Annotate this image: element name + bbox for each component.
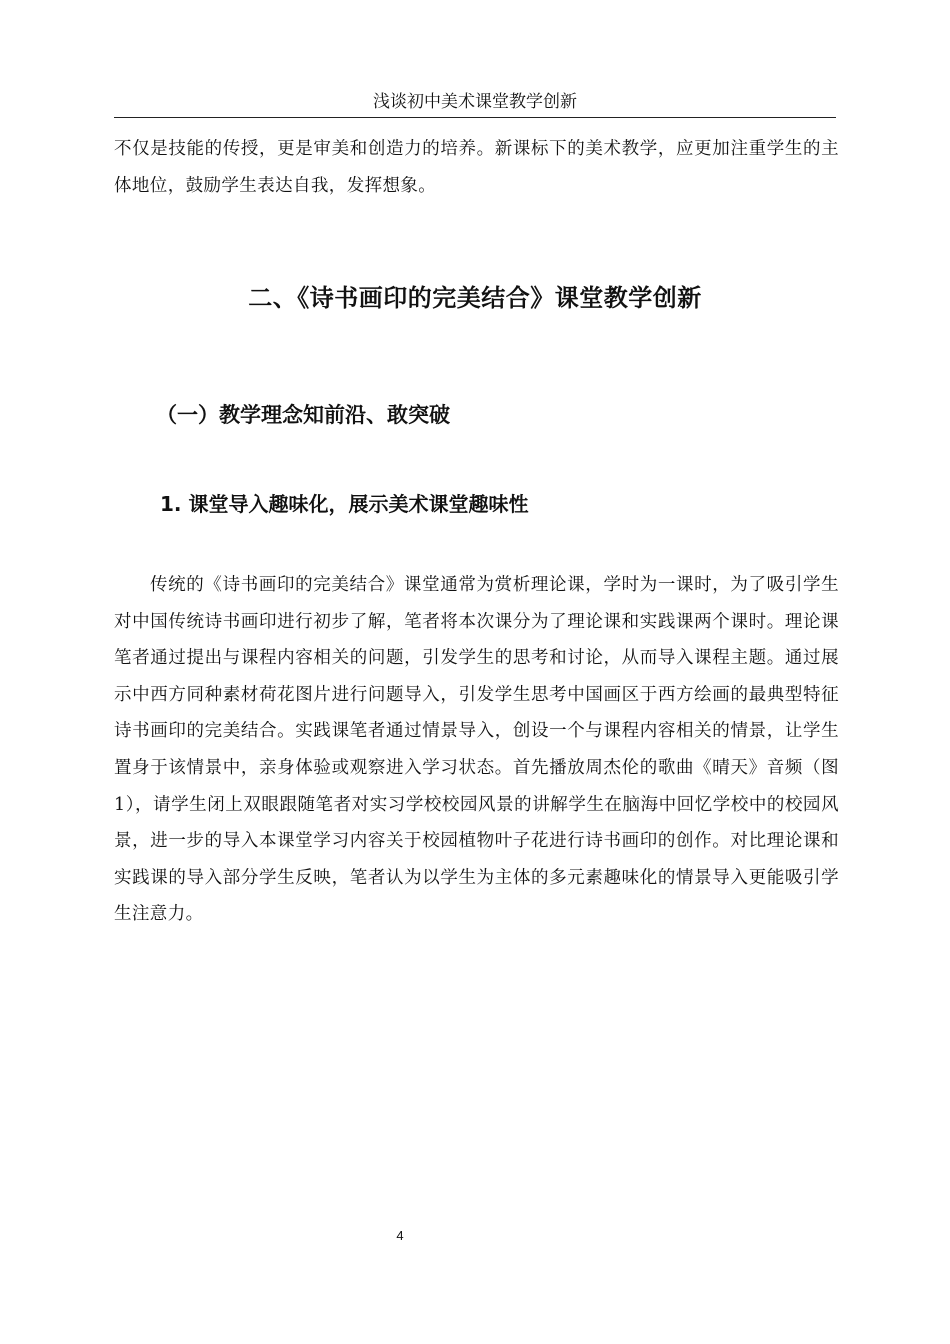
header-divider <box>114 117 836 118</box>
subsection-heading: （一）教学理念知前沿、敢突破 <box>156 403 450 427</box>
section-heading: 二、《诗书画印的完美结合》课堂教学创新 <box>248 284 702 312</box>
running-header: 浅谈初中美术课堂教学创新 <box>373 92 577 112</box>
subsubsection-heading: 1. 课堂导入趣味化，展示美术课堂趣味性 <box>160 492 529 516</box>
continued-paragraph: 不仅是技能的传授，更是审美和创造力的培养。新课标下的美术教学，应更加注重学生的主体地位，鼓励学生表达自我，发挥想象。 <box>114 139 839 196</box>
page-number: 4 <box>396 1228 404 1243</box>
main-paragraph: 传统的《诗书画印的完美结合》课堂通常为赏析理论课，学时为一课时，为了吸引学生对中国传统诗书画印进行初步了解，笔者将本次课分为了理论课和实践课两个课时。理论课笔者通过提出与课程内容相关的问题，引发学生的思考和讨论，从而导入课程主题。通过展示中西方同种素材荷花图片进行问题导入，引发学生思考中国画区于西方绘画的最典型特征诗书画印的完美结合。实践课笔者通过情景导入，创设一个与课程内容相关的情景，让学生置身于该情景中，亲身体验或观察进入学习状态。首先播放周杰伦的歌曲《晴天》音频（图 1），请学生闭上双眼跟随笔者对实习学校校园风景的讲解学生在脑海中回忆学校中的校园风景，进一步的导入本课堂学习内容关于校园植物叶子花进行诗书画印的创作。对比理论课和实践课的导入部分学生反映，笔者认为以学生为主体的多元素趣味化的情景导入更能吸引学生注意力。 <box>114 575 839 925</box>
